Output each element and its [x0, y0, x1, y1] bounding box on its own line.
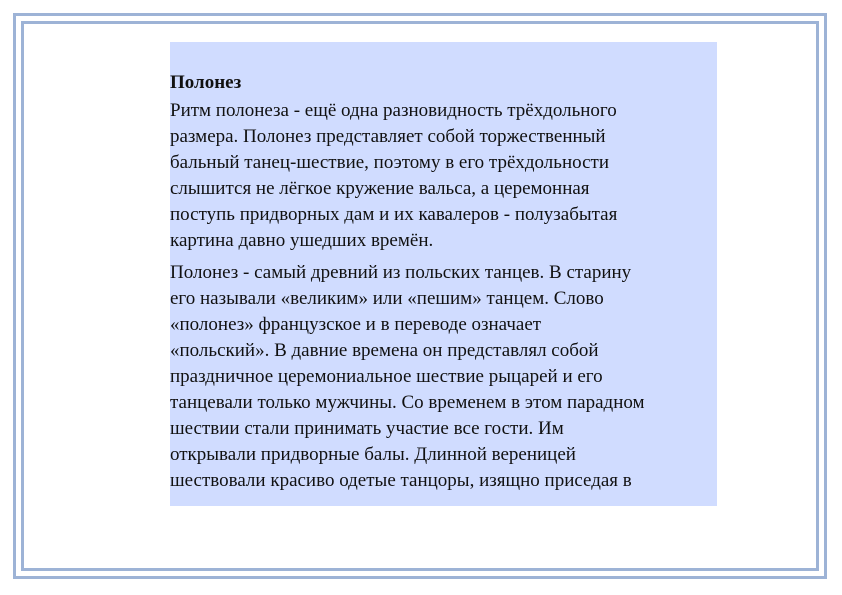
paragraph-2 [170, 260, 717, 494]
paragraph-line: шествовали красиво одетые танцоры, изящно приседая в [170, 470, 632, 491]
text-block [170, 42, 717, 506]
paragraph-line: поступь придворных дам и их кавалеров - полузабытая [170, 204, 618, 225]
paragraph-line: Полонез - самый древний из польских танцев. В старину [170, 262, 632, 283]
heading: Полонез [170, 72, 242, 93]
paragraph-line: Ритм полонеза - ещё одна разновидность трёхдольного [170, 100, 617, 121]
paragraph-line: праздничное церемониальное шествие рыцарей и его [170, 366, 603, 387]
paragraph-line: бальный танец-шествие, поэтому в его трёхдольности [170, 152, 609, 173]
paragraph-line: слышится не лёгкое кружение вальса, а церемонная [170, 178, 590, 199]
paragraph-line: танцевали только мужчины. Со временем в этом парадном [170, 392, 645, 413]
paragraph-line: открывали придворные балы. Длинной вереницей [170, 444, 576, 465]
paragraph-line: его называли «великим» или «пешим» танцем. Слово [170, 288, 604, 309]
paragraph-line: «полонез» французское и в переводе означает [170, 314, 542, 335]
paragraph-line: «польский». В давние времена он представлял собой [170, 340, 599, 361]
paragraph-1 [170, 98, 717, 254]
paragraph-line: картина давно ушедших времён. [170, 230, 434, 251]
paragraph-line: шествии стали принимать участие все гости. Им [170, 418, 564, 439]
paragraph-line: размера. Полонез представляет собой торжественный [170, 126, 606, 147]
